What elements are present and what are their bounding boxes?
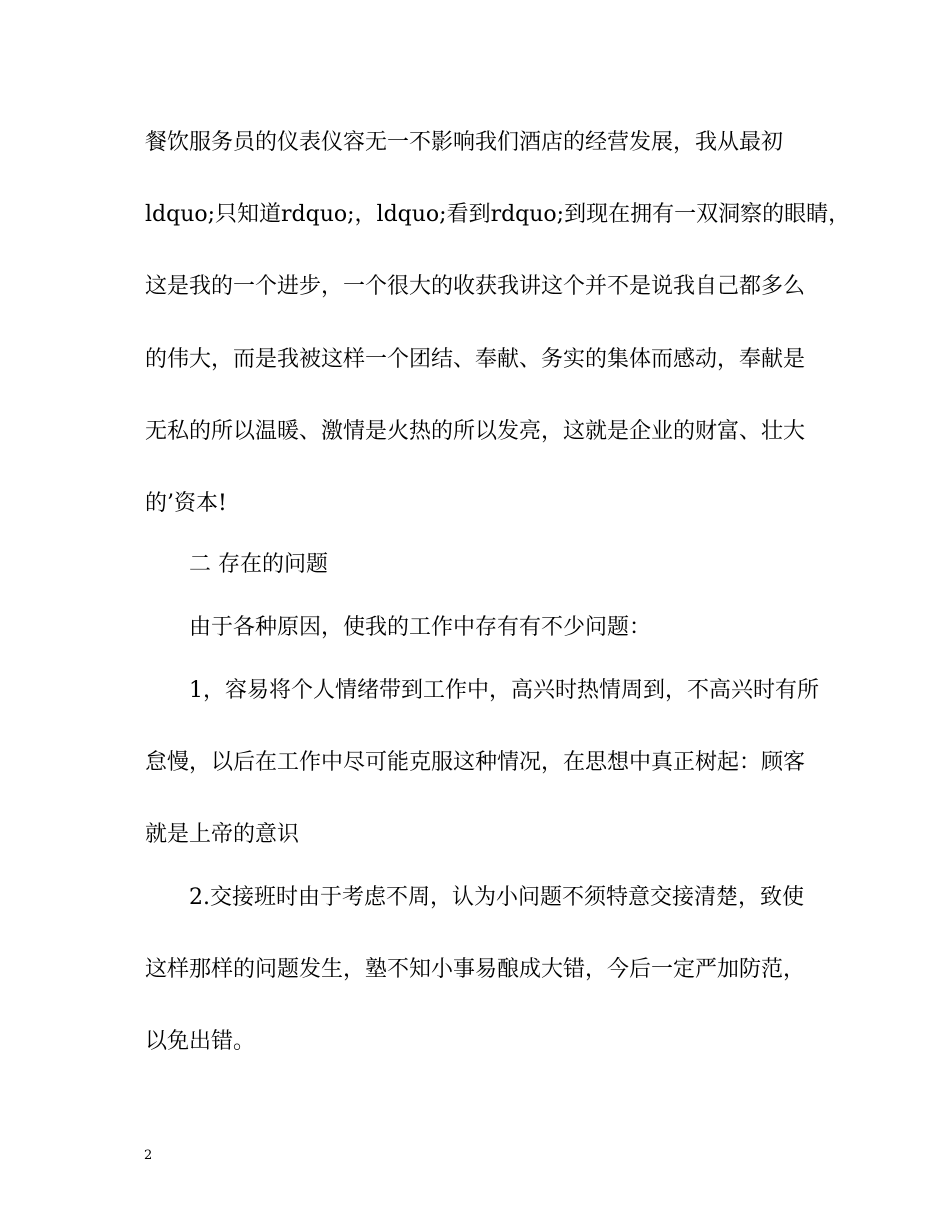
text-line: 餐饮服务员的仪表仪容无一不影响我们酒店的经营发展，我从最初 — [145, 130, 784, 155]
page-number: 2 — [144, 1148, 153, 1163]
text-line: 由于各种原因，使我的工作中存有有不少问题： — [189, 615, 652, 640]
text-line: 以免出错。 — [145, 1029, 256, 1054]
text-line: 这样那样的问题发生，塾不知小事易酿成大错，今后一定严加防范， — [145, 957, 806, 982]
text-line: 的伟大，而是我被这样一个团结、奉献、务实的集体而感动，奉献是 — [145, 347, 806, 372]
text-line: 的’资本! — [145, 491, 227, 516]
list-item: 1，容易将个人情绪带到工作中，高兴时热情周到，不高兴时有所 — [189, 678, 819, 703]
section-heading: 二 存在的问题 — [189, 552, 328, 577]
text-line: 这是我的一个进步，一个很大的收获我讲这个并不是说我自己都多么 — [145, 274, 806, 299]
list-item: 2.交接班时由于考虑不周，认为小问题不须特意交接清楚，致使 — [189, 885, 804, 910]
text-line: 就是上帝的意识 — [145, 822, 300, 847]
text-line: ldquo;只知道rdquo;，ldquo;看到rdquo;到现在拥有一双洞察的眼睛， — [145, 202, 851, 227]
text-line: 无私的所以温暖、激情是火热的所以发亮，这就是企业的财富、壮大 — [145, 419, 806, 444]
text-line: 怠慢，以后在工作中尽可能克服这种情况，在思想中真正树起：顾客 — [145, 750, 806, 775]
